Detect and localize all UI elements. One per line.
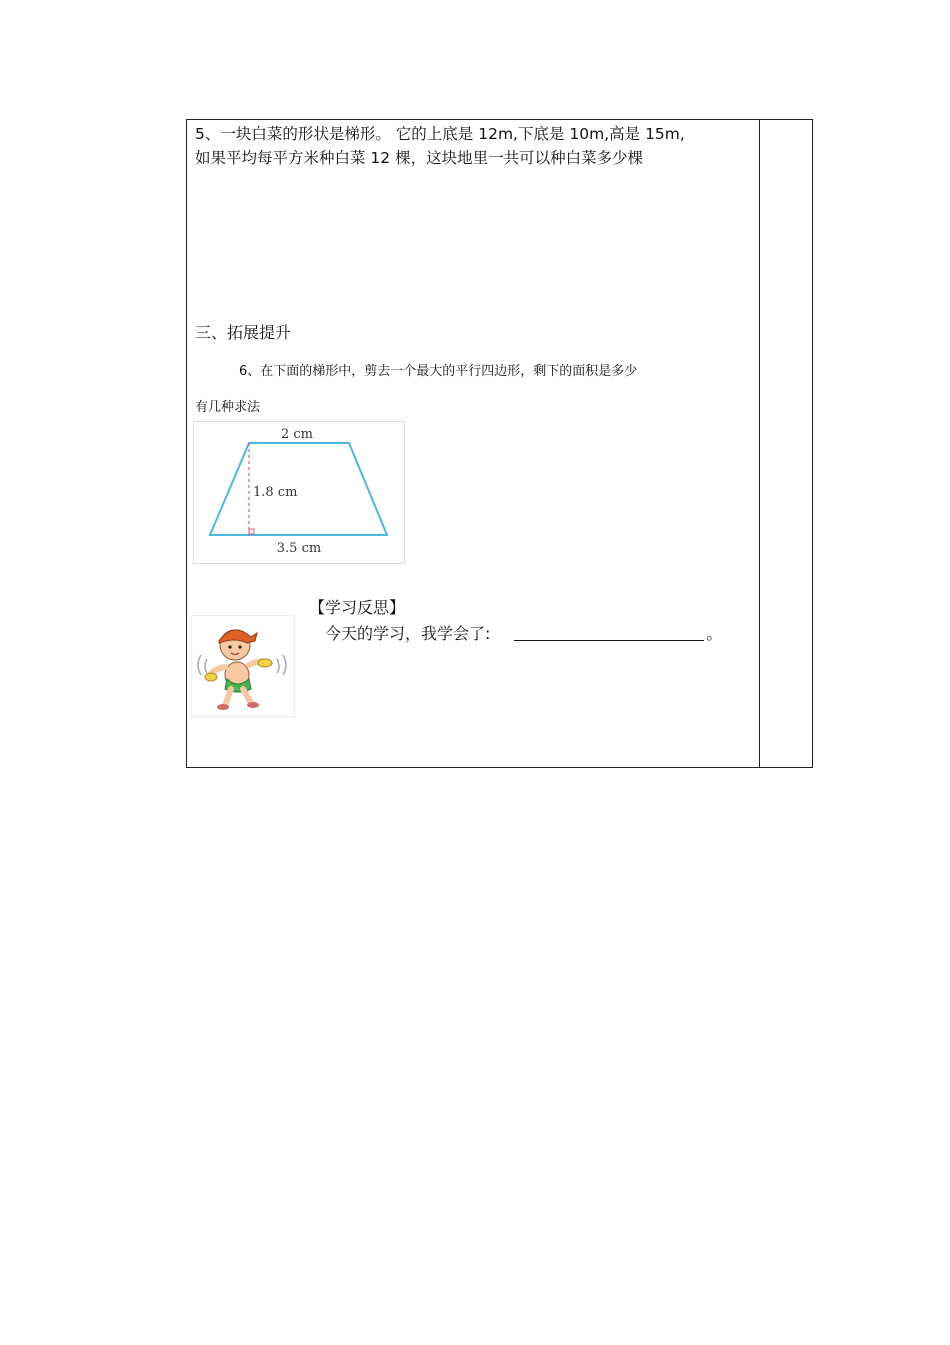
reflection-end: 。 [706, 624, 723, 643]
worksheet-table [186, 119, 813, 768]
height-label: 1.8 cm [253, 485, 298, 500]
reflection-prompt-line [325, 621, 722, 644]
trapezoid-shape [210, 443, 387, 535]
question-5-line-1: 5、一块白菜的形状是梯形。 它的上底是 12m,下底是 10m,高是 15m, [195, 125, 685, 143]
right-angle-mark [249, 529, 254, 534]
question-6-line-2: 有几种求法 [195, 400, 261, 415]
trapezoid-figure [193, 421, 405, 564]
top-base-label: 2 cm [280, 427, 314, 442]
question-6-line-1: 6、在下面的梯形中，剪去一个最大的平行四边形，剩下的面积是多少 [239, 364, 638, 379]
question-5-line-2: 如果平均每平方米种白菜 12 棵，这块地里一共可以种白菜多少棵 [195, 149, 644, 167]
column-divider [759, 120, 760, 767]
bottom-base-label: 3.5 cm [276, 541, 322, 556]
reflection-title: 【学习反思】 [309, 598, 406, 617]
cartoon-child-mascot [191, 615, 295, 717]
reflection-prompt: 今天的学习，我学会了: [325, 624, 491, 643]
section-3-heading: 三、拓展提升 [195, 323, 292, 342]
answer-blank [514, 624, 704, 641]
